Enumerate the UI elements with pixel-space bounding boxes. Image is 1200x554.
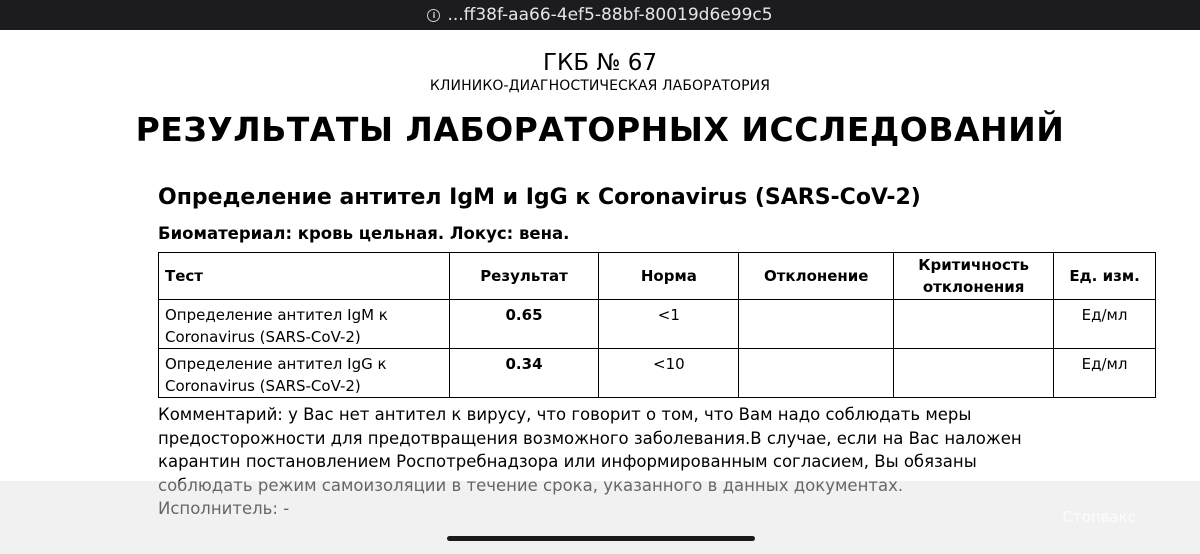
executor-text: Исполнитель: - bbox=[158, 499, 290, 518]
url-text: ...ff38f-aa66-4ef5-88bf-80019d6e99c5 bbox=[447, 5, 773, 25]
cell-deviation bbox=[739, 300, 894, 349]
page-title: РЕЗУЛЬТАТЫ ЛАБОРАТОРНЫХ ИССЛЕДОВАНИЙ bbox=[135, 110, 1065, 149]
header-result: Результат bbox=[449, 253, 599, 300]
department-name: КЛИНИКО-ДИАГНОСТИЧЕСКАЯ ЛАБОРАТОРИЯ bbox=[429, 78, 771, 94]
cell-test: Определение антител IgG к Coronavirus (SARS-CoV-2) bbox=[159, 349, 450, 398]
cell-criticality bbox=[894, 300, 1054, 349]
cell-test: Определение антител IgM к Coronavirus (SARS-CoV-2) bbox=[159, 300, 450, 349]
info-icon[interactable]: i bbox=[427, 9, 440, 22]
test-name: Определение антител IgM и IgG к Coronavirus (SARS-CoV-2) bbox=[158, 185, 921, 210]
cell-norm: <1 bbox=[599, 300, 739, 349]
cell-unit: Ед/мл bbox=[1054, 349, 1156, 398]
table-row bbox=[159, 300, 1156, 349]
bottom-overlay bbox=[0, 481, 1200, 554]
lab-report-document bbox=[0, 30, 1200, 554]
header-unit: Ед. изм. bbox=[1054, 253, 1156, 300]
watermark-logo: Стопвакс bbox=[1062, 508, 1136, 526]
header-criticality: Критичность отклонения bbox=[894, 253, 1054, 300]
comment-text: Комментарий: у Вас нет антител к вирусу, что говорит о том, что Вам надо соблюдать меры предосторожности для предотвращения возможного заболевания.В случае, если на Вас наложен карантин постановлением Роспотребнадзора или информированным согласием, Вы обязаны соблюдать режим самоизоляции в течение срока, указанного в данных документах. bbox=[158, 405, 1022, 495]
browser-url-bar[interactable] bbox=[0, 0, 1200, 30]
header-norm: Норма bbox=[599, 253, 739, 300]
cell-result: 0.34 bbox=[449, 349, 599, 398]
organization-name: ГКБ № 67 bbox=[543, 50, 657, 76]
cell-unit: Ед/мл bbox=[1054, 300, 1156, 349]
cell-result: 0.65 bbox=[449, 300, 599, 349]
cell-norm: <10 bbox=[599, 349, 739, 398]
header-deviation: Отклонение bbox=[739, 253, 894, 300]
header-test: Тест bbox=[159, 253, 450, 300]
results-table bbox=[158, 252, 1156, 398]
table-header-row bbox=[159, 253, 1156, 300]
home-indicator[interactable] bbox=[447, 536, 755, 541]
biomaterial-info: Биоматериал: кровь цельная. Локус: вена. bbox=[158, 224, 570, 243]
table-row bbox=[159, 349, 1156, 398]
cell-deviation bbox=[739, 349, 894, 398]
cell-criticality bbox=[894, 349, 1054, 398]
